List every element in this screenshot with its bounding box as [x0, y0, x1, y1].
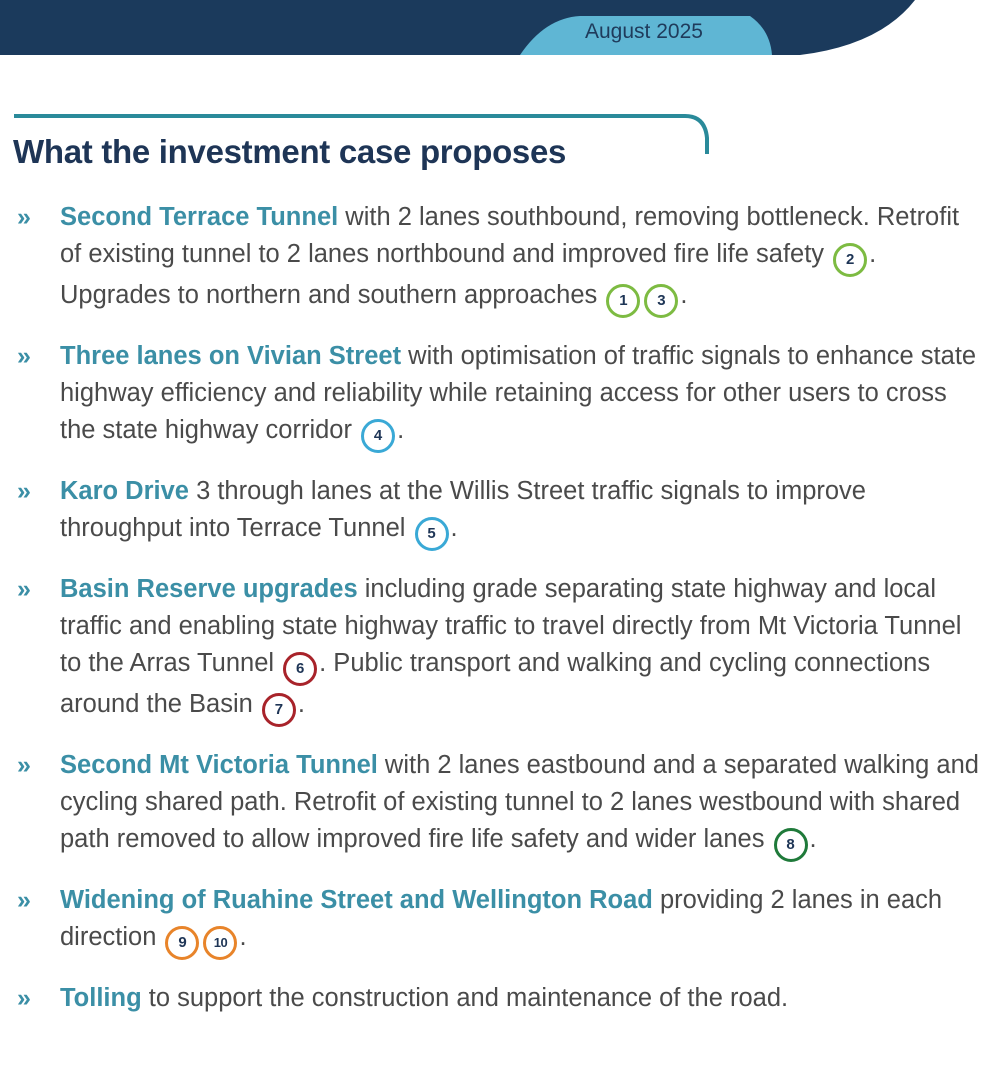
- proposal-text: [60, 980, 985, 1017]
- proposal-lead: Basin Reserve upgrades: [60, 575, 358, 603]
- proposal-item: [0, 571, 985, 727]
- bullet-chevron-icon: »: [17, 984, 31, 1012]
- proposal-text: [60, 882, 985, 960]
- bullet-chevron-icon: »: [17, 751, 31, 779]
- map-marker-badge: 4: [361, 419, 395, 453]
- proposal-text: [60, 199, 985, 318]
- proposal-item: [0, 747, 985, 862]
- map-marker-badge: 1: [606, 284, 640, 318]
- proposal-text-segment: . Upgrades to northern and southern approaches: [60, 240, 877, 309]
- map-marker-badge: 2: [833, 243, 867, 277]
- map-marker-badge: 10: [203, 926, 237, 960]
- proposal-list: [0, 199, 1008, 1037]
- proposal-item: [0, 473, 985, 551]
- bullet-chevron-icon: »: [17, 203, 31, 231]
- proposal-text: [60, 747, 985, 862]
- proposal-text-segment: with optimisation of traffic signals to enhance state highway efficiency and reliability while retaining access for other users to cross the state highway corridor: [60, 342, 977, 444]
- proposal-lead: Second Terrace Tunnel: [60, 203, 339, 231]
- proposal-text-segment: .: [297, 690, 305, 718]
- proposal-item: [0, 980, 985, 1017]
- banner-shape: [0, 0, 915, 55]
- map-marker-badge: 7: [262, 693, 296, 727]
- proposal-text-segment: to support the construction and maintenance of the road.: [141, 984, 789, 1012]
- proposal-text-segment: with 2 lanes eastbound and a separated walking and cycling shared path. Retrofit of existing tunnel to 2 lanes westbound with shared path removed to allow improved fire life safety and wider lanes: [60, 751, 979, 853]
- bullet-chevron-icon: »: [17, 575, 31, 603]
- proposal-text-segment: 3 through lanes at the Willis Street traffic signals to improve throughput into Terrace Tunnel: [60, 477, 866, 542]
- proposal-text-segment: .: [397, 416, 405, 444]
- proposal-lead: Second Mt Victoria Tunnel: [60, 751, 378, 779]
- proposal-text-segment: providing 2 lanes in each direction: [60, 886, 943, 951]
- bullet-chevron-icon: »: [17, 477, 31, 505]
- proposal-item: [0, 882, 985, 960]
- proposal-text: [60, 473, 985, 551]
- proposal-text-segment: .: [239, 923, 247, 951]
- map-marker-badge: 6: [283, 652, 317, 686]
- map-marker-badge: 8: [774, 828, 808, 862]
- map-marker-badge: 5: [415, 517, 449, 551]
- proposal-lead: Three lanes on Vivian Street: [60, 342, 402, 370]
- proposal-text-segment: including grade separating state highway and local traffic and enabling state highway traffic to travel directly from Mt Victoria Tunnel to the Arras Tunnel: [60, 575, 962, 677]
- proposal-text: [60, 338, 985, 453]
- proposal-lead: Tolling: [60, 984, 142, 1012]
- proposal-item: [0, 338, 985, 453]
- proposal-text-segment: .: [680, 281, 688, 309]
- proposal-text-segment: with 2 lanes southbound, removing bottleneck. Retrofit of existing tunnel to 2 lanes northbound and improved fire life safety: [60, 203, 960, 268]
- header-banner: [0, 0, 1008, 60]
- proposal-text-segment: .: [809, 825, 817, 853]
- proposal-text-segment: . Public transport and walking and cycling connections around the Basin: [60, 649, 931, 718]
- date-label: August 2025: [585, 20, 703, 43]
- proposal-item: [0, 199, 985, 318]
- map-marker-badge: 9: [165, 926, 199, 960]
- section-title: What the investment case proposes: [13, 133, 567, 170]
- map-marker-badge: 3: [644, 284, 678, 318]
- proposal-text: [60, 571, 985, 727]
- proposal-text-segment: .: [450, 514, 458, 542]
- proposal-lead: Karo Drive: [60, 477, 189, 505]
- proposal-lead: Widening of Ruahine Street and Wellington Road: [60, 886, 653, 914]
- bullet-chevron-icon: »: [17, 886, 31, 914]
- bullet-chevron-icon: »: [17, 342, 31, 370]
